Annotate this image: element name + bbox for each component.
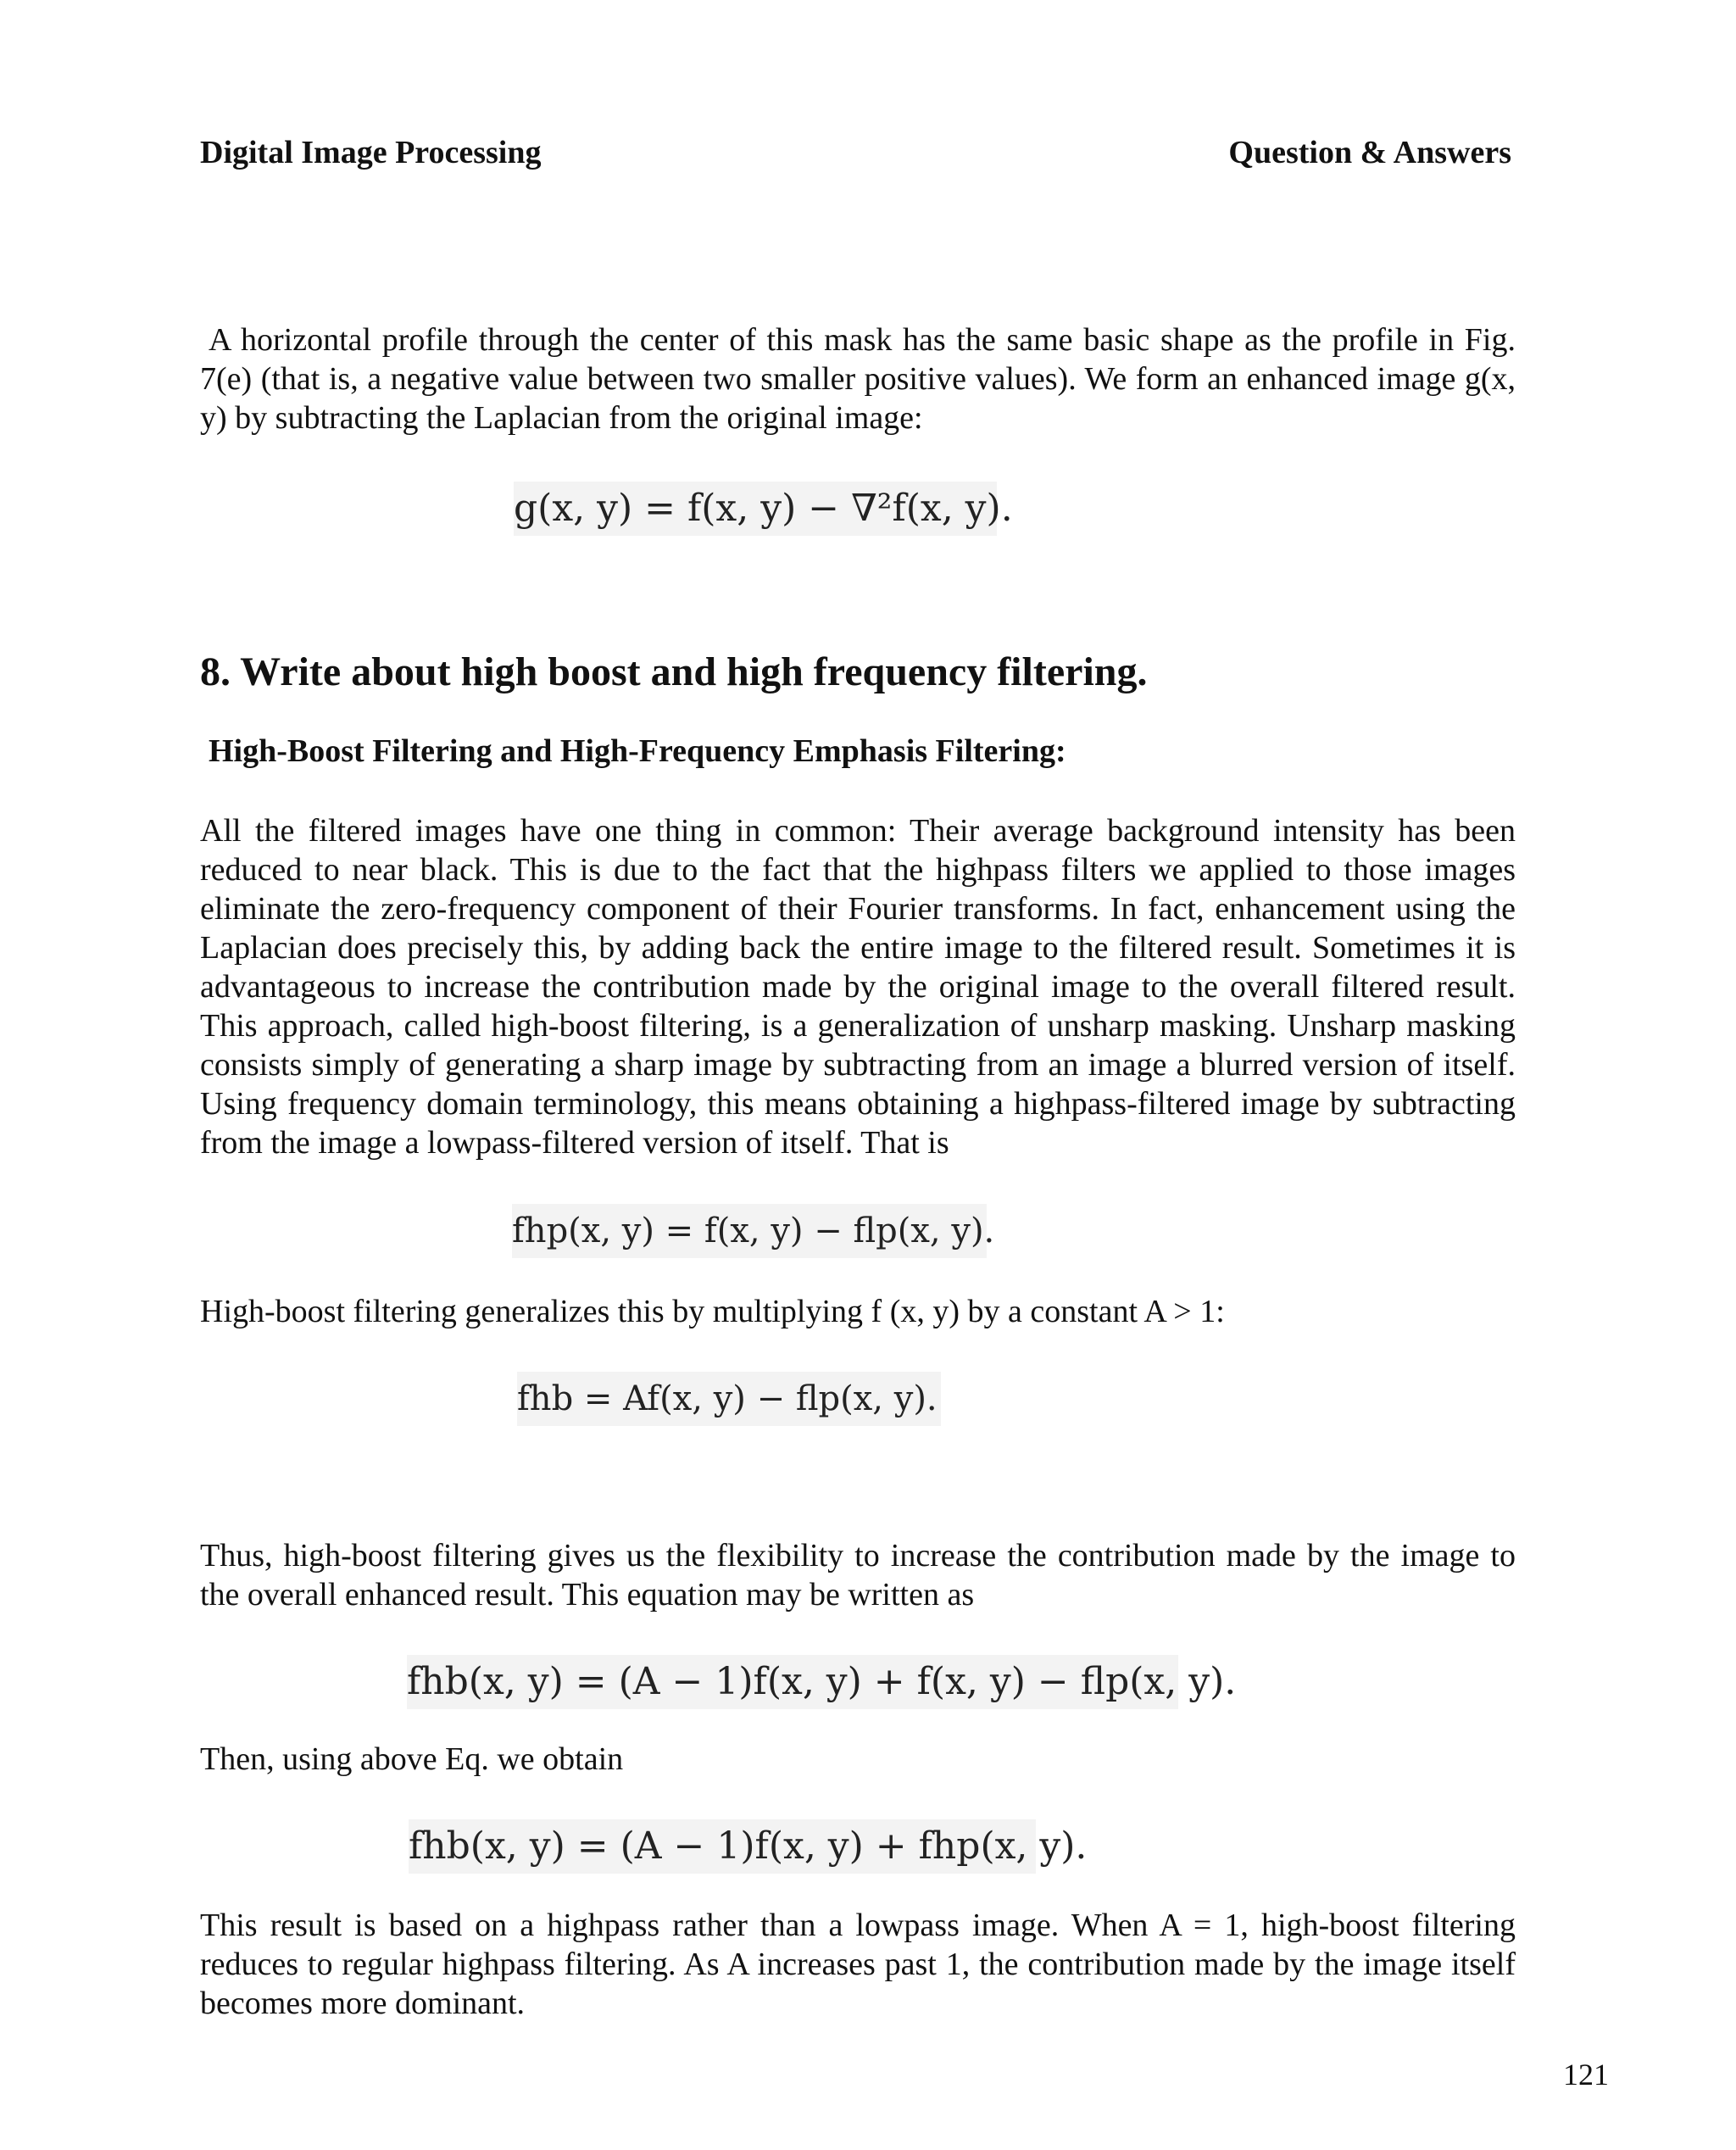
header-subtitle: Question & Answers (1228, 135, 1511, 170)
equation-laplacian-enhance: g(x, y) = f(x, y) − ∇²f(x, y). (514, 482, 997, 536)
subsection-title: High-Boost Filtering and High-Frequency Emphasis Filtering: (209, 733, 1066, 769)
then-paragraph: Then, using above Eq. we obtain (200, 1741, 624, 1777)
section-title: 8. Write about high boost and high frequency filtering. (200, 649, 1148, 694)
equation-highpass: fhp(x, y) = f(x, y) − flp(x, y). (512, 1204, 987, 1258)
page-number: 121 (1563, 2058, 1609, 2092)
equation-highboost-final: fhb(x, y) = (A − 1)f(x, y) + fhp(x, y). (409, 1819, 1036, 1874)
intro-paragraph: A horizontal profile through the center of this mask has the same basic shape as the profile in Fig. 7(e) (that is, a negative value between two smaller positive values). We form an enhanced image g(x, y) by subtracting the Laplacian from the original image: (200, 322, 1516, 436)
header-title: Digital Image Processing (200, 135, 542, 170)
equation-highboost: fhb = Af(x, y) − flp(x, y). (517, 1372, 941, 1426)
equation-highboost-expanded: fhb(x, y) = (A − 1)f(x, y) + f(x, y) − flp(x, y). (407, 1655, 1178, 1709)
thus-paragraph: Thus, high-boost filtering gives us the flexibility to increase the contribution made by the image to the overall enhanced result. This equation may be written as (200, 1538, 1516, 1612)
highboost-paragraph: High-boost filtering generalizes this by multiplying f (x, y) by a constant A > 1: (200, 1294, 1225, 1329)
filtered-images-paragraph: All the filtered images have one thing in common: Their average background intensity has been reduced to near black. This is due to the fact that the highpass filters we applied to those images eliminate the zero-frequency component of their Fourier transforms. In fact, enhancement using the Laplacian does precisely this, by adding back the entire image to the filtered result. Sometimes it is advantageous to increase the contribution made by the original image to the overall filtered result. This approach, called high-boost filtering, is a generalization of unsharp masking. Unsharp masking consists simply of generating a sharp image by subtracting from an image a blurred version of itself. Using frequency domain terminology, this means obtaining a highpass-filtered image by subtracting from the image a lowpass-filtered version of itself. That is (200, 813, 1516, 1161)
result-paragraph: This result is based on a highpass rather than a lowpass image. When A = 1, high-boost filtering reduces to regular highpass filtering. As A increases past 1, the contribution made by the image itself becomes more dominant. (200, 1908, 1516, 2021)
